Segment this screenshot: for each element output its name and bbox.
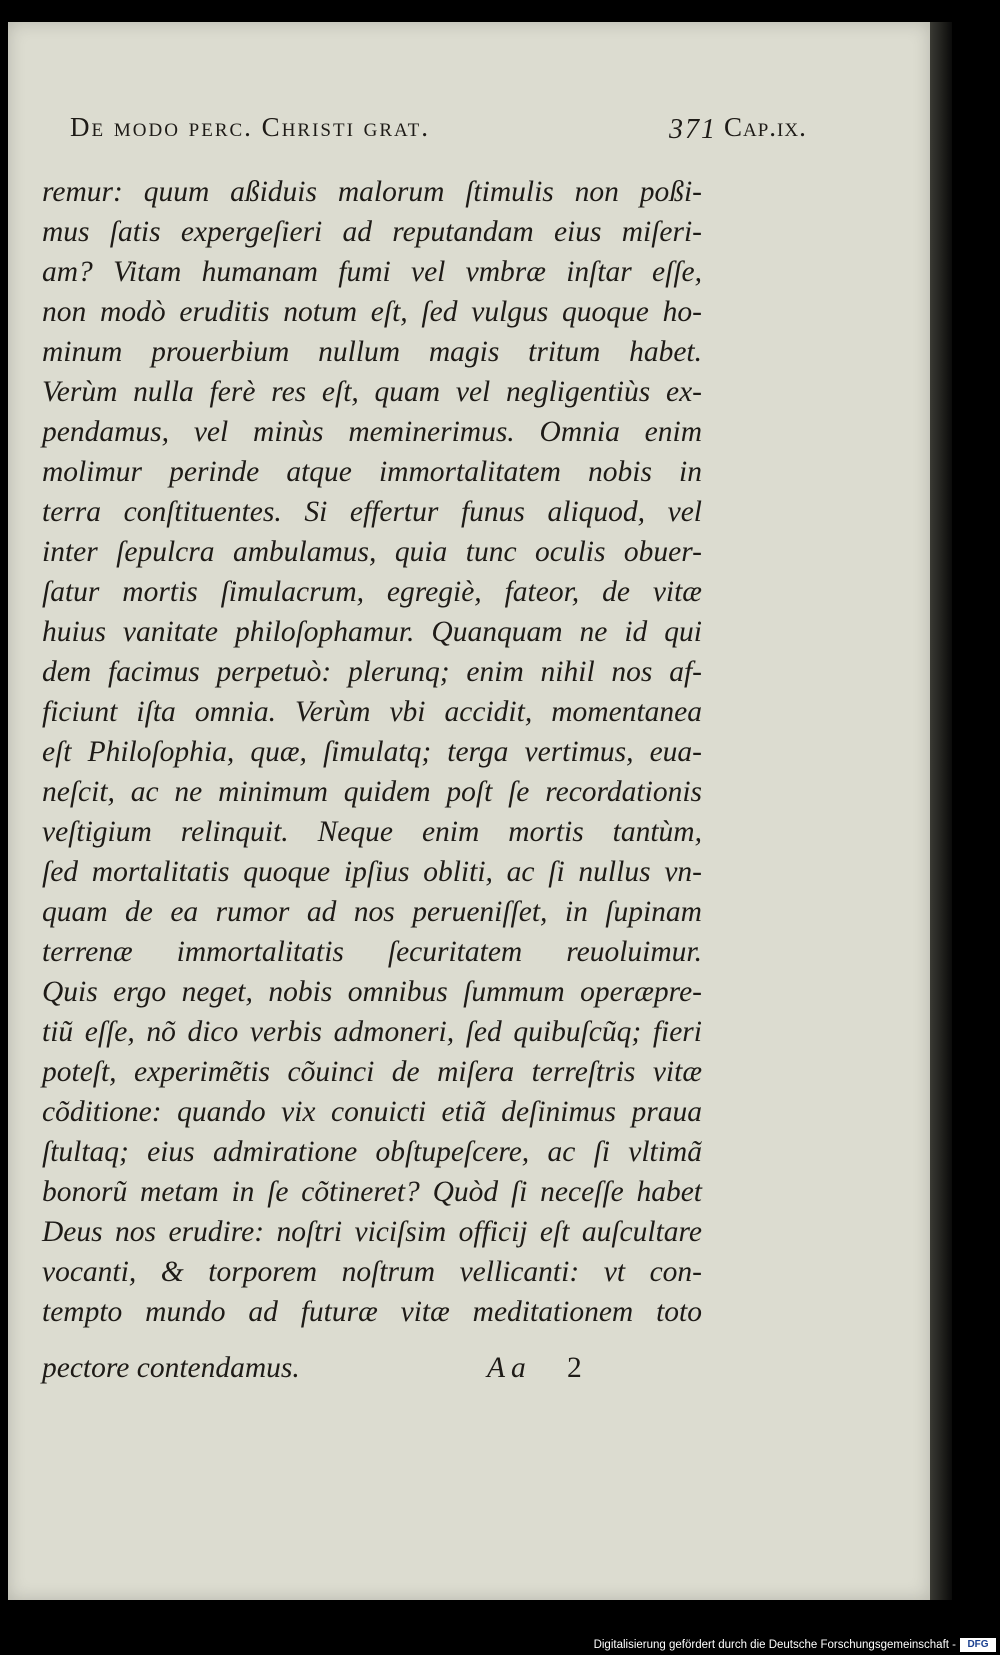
text-line: tiũ eſſe, nõ dico verbis admoneri, ſed quibuſcũq; fieri [42,1016,702,1048]
text-line: Deus nos erudire: noſtri viciſsim officij eſt auſcultare [42,1216,702,1248]
body-text [42,172,702,1332]
text-line: mus ſatis expergeſieri ad reputandam eius miſeri- [42,216,702,248]
text-line: neſcit, ac ne minimum quidem poſt ſe recordationis [42,776,702,808]
digitization-credit: Digitalisierung gefördert durch die Deutsche Forschungsgemeinschaft - [593,1639,956,1651]
text-line: tempto mundo ad futuræ vitæ meditationem toto [42,1296,702,1328]
bottom-border [0,1600,1000,1640]
text-line: remur: quum aßiduis malorum ſtimulis non poßi- [42,176,702,208]
text-line: terra conſtituentes. Si effertur funus aliquod, vel [42,496,702,528]
page-header [70,112,850,154]
printer-signature-number: 2 [567,1352,582,1384]
text-line: huius vanitate philoſophamur. Quanquam ne id qui [42,616,702,648]
text-line: quam de ea rumor ad nos perueniſſet, in ſupinam [42,896,702,928]
running-title: De modo perc. Christi grat. [70,112,431,142]
text-line: Verùm nulla ferè res eſt, quam vel negligentiùs ex- [42,376,702,408]
text-line: ficiunt iſta omnia. Verùm vbi accidit, momentanea [42,696,702,728]
text-line: non modò eruditis notum eſt, ſed vulgus quoque ho- [42,296,702,328]
text-line: am? Vitam humanam fumi vel vmbræ inſtar eſſe, [42,256,702,288]
text-line: minum prouerbium nullum magis tritum habet. [42,336,702,368]
text-line: dem facimus perpetuò: plerunq; enim nihil nos af- [42,656,702,688]
text-line: eſt Philoſophia, quæ, ſimulatq; terga vertimus, eua- [42,736,702,768]
text-line: molimur perinde atque immortalitatem nobis in [42,456,702,488]
page-number: 371 [669,114,717,145]
page-gutter-shadow [930,22,952,1600]
dfg-logo: DFG [960,1638,996,1652]
text-line: vocanti, & torporem noſtrum vellicanti: vt con- [42,1256,702,1288]
text-line: cõditione: quando vix conuicti etiã deſinimus praua [42,1096,702,1128]
text-line: veſtigium relinquit. Neque enim mortis tantùm, [42,816,702,848]
text-line: bonorũ metam in ſe cõtineret? Quòd ſi neceſſe habet [42,1176,702,1208]
text-line: inter ſepulcra ambulamus, quia tunc oculis obuer- [42,536,702,568]
chapter-label: Cap.ix. [724,112,807,142]
text-line: poteſt, experimẽtis cõuinci de miſera terreſtris vitæ [42,1056,702,1088]
text-line: ſtultaq; eius admiratione obſtupeſcere, ac ſi vltimã [42,1136,702,1168]
text-line: Quis ergo neget, nobis omnibus ſummum operæpre- [42,976,702,1008]
text-line: pendamus, vel minùs meminerimus. Omnia enim [42,416,702,448]
text-line: terrenæ immortalitatis ſecuritatem reuoluimur. [42,936,702,968]
final-line-text: pectore contendamus. [42,1352,300,1384]
printer-signature-mark: Aa [487,1352,532,1384]
final-line [42,1348,602,1388]
text-line: ſed mortalitatis quoque ipſius obliti, ac ſi nullus vn- [42,856,702,888]
text-line: ſatur mortis ſimulacrum, egregiè, fateor, de vitæ [42,576,702,608]
